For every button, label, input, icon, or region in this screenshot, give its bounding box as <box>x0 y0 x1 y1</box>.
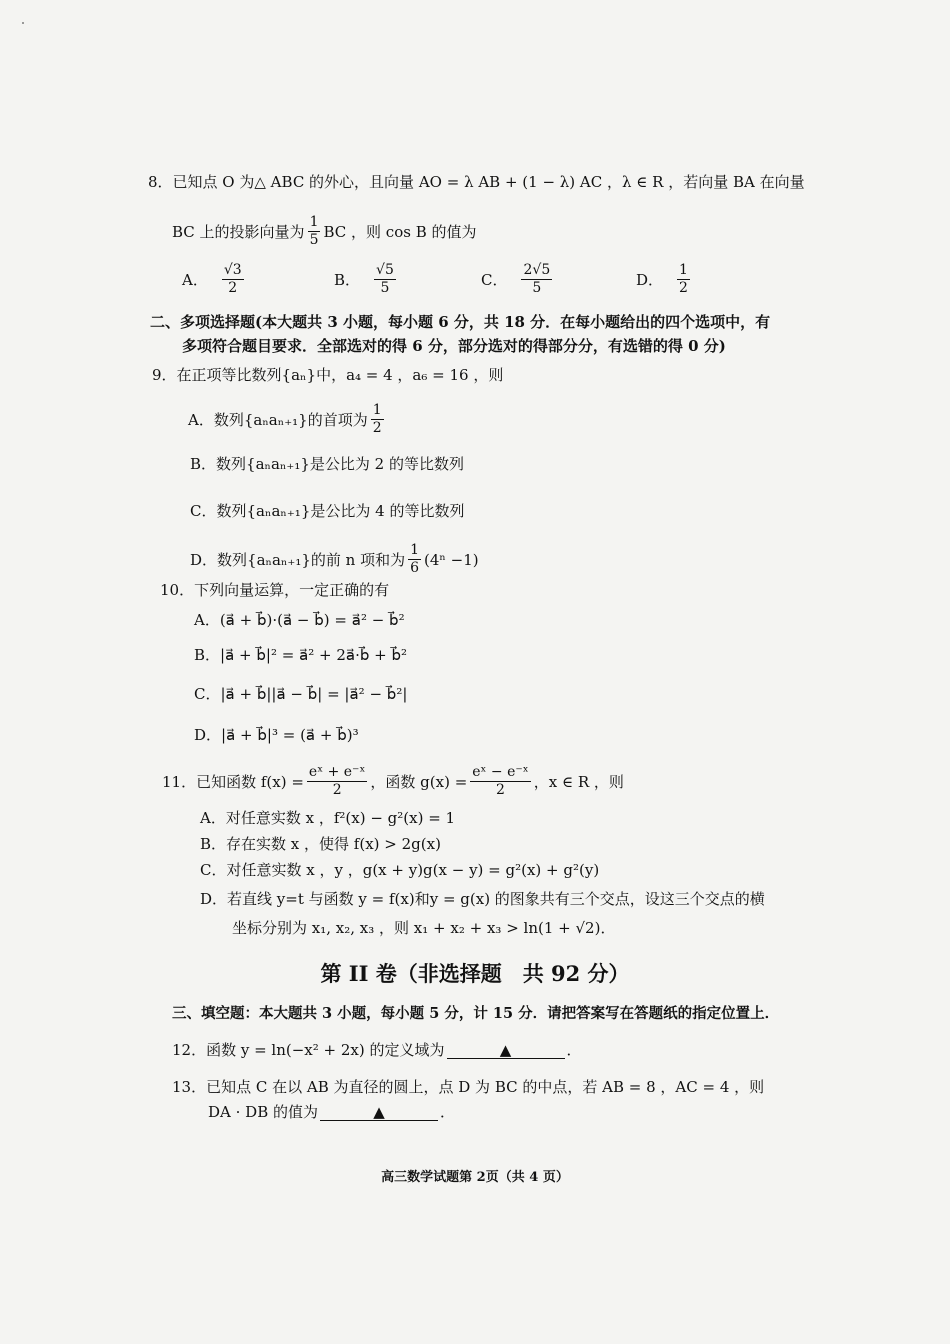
q10-option-d: D．|a⃗ + b⃗|³ = (a⃗ + b⃗)³ <box>194 726 359 744</box>
q11-f-num: eˣ + e⁻ˣ <box>308 764 366 780</box>
q9-option-d-frac <box>408 542 421 577</box>
q10-stem: 10．下列向量运算，一定正确的有 <box>160 581 390 599</box>
q8-option-a-label: A． <box>182 271 208 289</box>
q8-line2 <box>172 214 477 249</box>
q11-stem-mid: ，函数 g(x) = <box>370 772 468 791</box>
q13-line2 <box>208 1102 455 1122</box>
q10-option-c: C．|a⃗ + b⃗||a⃗ − b⃗| = |a⃗² − b⃗²| <box>194 685 408 703</box>
q9-option-c: C．数列{aₙaₙ₊₁}是公比为 4 的等比数列 <box>190 502 465 520</box>
q11-f-den: 2 <box>332 782 342 798</box>
q8-option-d-den: 2 <box>679 280 688 296</box>
q8-option-d <box>636 262 693 297</box>
q8-option-a-den: 2 <box>228 280 238 296</box>
q9-option-a-den: 2 <box>372 420 382 436</box>
q11-option-d-line1: D．若直线 y=t 与函数 y = f(x)和y = g(x) 的图象共有三个交点，设这三个交点的横 <box>200 890 765 908</box>
q8-option-a-num: √3 <box>223 262 242 278</box>
q8-option-a <box>182 262 247 297</box>
q8-option-b <box>334 262 399 297</box>
q12-text: 12．函数 y = ln(−x² + 2x) 的定义域为 <box>172 1041 445 1059</box>
q9-option-a-text: A．数列{aₙaₙ₊₁}的首项为 <box>188 410 368 429</box>
q8-line2-pre: BC 上的投影向量为 <box>172 222 305 241</box>
q10-option-a: A．(a⃗ + b⃗)·(a⃗ − b⃗) = a⃗² − b⃗² <box>194 611 405 629</box>
q8-option-a-frac <box>222 262 244 297</box>
page-footer: 高三数学试题第 2页（共 4 页） <box>381 1170 569 1185</box>
q11-g-den: 2 <box>496 782 505 798</box>
q11-f-frac <box>307 764 367 799</box>
q9-option-d <box>190 542 479 577</box>
q11-option-c: C．对任意实数 x ，y ，g(x + y)g(x − y) = g²(x) + g²(y) <box>200 861 600 879</box>
scan-speck <box>22 22 24 24</box>
part2-heading: 第 II 卷（非选择题 共 92 分） <box>320 961 630 986</box>
q11-option-b: B．存在实数 x ，使得 f(x) > 2g(x) <box>200 835 441 853</box>
q8-frac-den: 5 <box>309 232 319 248</box>
q10-option-b: B．|a⃗ + b⃗|² = a⃗² + 2a⃗·b⃗ + b⃗² <box>194 646 408 664</box>
q8-option-d-num: 1 <box>679 262 688 278</box>
q8-line1: 8．已知点 O 为△ ABC 的外心，且向量 AO = λ AB + (1 − λ) AC ，λ ∈ R ，若向量 BA 在向量 <box>148 173 805 191</box>
q13-end: ． <box>439 1103 455 1121</box>
q11-stem-pre: 11．已知函数 f(x) = <box>162 772 304 791</box>
q11-g-frac <box>470 764 530 799</box>
q8-option-b-num: √5 <box>376 262 394 278</box>
q11-stem <box>162 764 624 799</box>
q8-option-c-frac <box>521 262 552 297</box>
q8-option-d-frac <box>677 262 690 297</box>
q9-option-d-pre: D．数列{aₙaₙ₊₁}的前 n 项和为 <box>190 550 406 569</box>
q9-option-d-post: (4ⁿ −1) <box>424 550 479 569</box>
q8-option-c-den: 5 <box>532 280 542 296</box>
q9-option-d-num: 1 <box>410 542 420 558</box>
q8-option-c-num: 2√5 <box>523 262 551 278</box>
q11-g-num: eˣ − e⁻ˣ <box>472 764 529 780</box>
q8-option-c-label: C． <box>481 271 508 289</box>
q9-option-a-frac <box>371 402 384 437</box>
q13-answer-blank: ▲ <box>320 1104 438 1121</box>
q11-stem-post: ，x ∈ R ，则 <box>533 772 624 791</box>
q8-fraction <box>308 214 321 249</box>
section3-line: 三、填空题：本大题共 3 小题，每小题 5 分，计 15 分．请把答案写在答题纸的指定位置上． <box>172 1005 780 1022</box>
q8-frac-num: 1 <box>309 214 319 230</box>
q8-option-c <box>481 262 555 297</box>
q12-end: ． <box>566 1041 582 1059</box>
q8-option-b-label: B． <box>334 271 361 289</box>
q13-line2-text: DA · DB 的值为 <box>208 1103 318 1121</box>
q13-line1: 13．已知点 C 在以 AB 为直径的圆上，点 D 为 BC 的中点，若 AB = 8 ，AC = 4 ，则 <box>172 1078 765 1096</box>
q9-stem: 9．在正项等比数列{aₙ}中，a₄ = 4 ，a₆ = 16 ，则 <box>152 366 504 384</box>
q11-option-a: A．对任意实数 x ，f²(x) − g²(x) = 1 <box>200 809 456 827</box>
section2-line2: 多项符合题目要求．全部选对的得 6 分，部分选对的得部分分，有选错的得 0 分) <box>182 337 726 355</box>
q8-option-b-den: 5 <box>380 280 390 296</box>
q8-option-b-frac <box>374 262 396 297</box>
q9-option-a <box>188 402 387 437</box>
q8-line2-post: BC ，则 cos B 的值为 <box>323 222 477 241</box>
section2-line1: 二、多项选择题(本大题共 3 小题，每小题 6 分，共 18 分．在每小题给出的四个选项中，有 <box>150 313 771 331</box>
q12-line <box>172 1040 582 1060</box>
q12-answer-blank: ▲ <box>447 1042 565 1059</box>
q8-option-d-label: D． <box>636 271 664 289</box>
q11-option-d-line2: 坐标分别为 x₁, x₂, x₃ ，则 x₁ + x₂ + x₃ > ln(1 + √2)． <box>232 919 616 937</box>
q9-option-b: B．数列{aₙaₙ₊₁}是公比为 2 的等比数列 <box>190 455 464 473</box>
q9-option-d-den: 6 <box>410 560 420 576</box>
q9-option-a-num: 1 <box>372 402 382 418</box>
